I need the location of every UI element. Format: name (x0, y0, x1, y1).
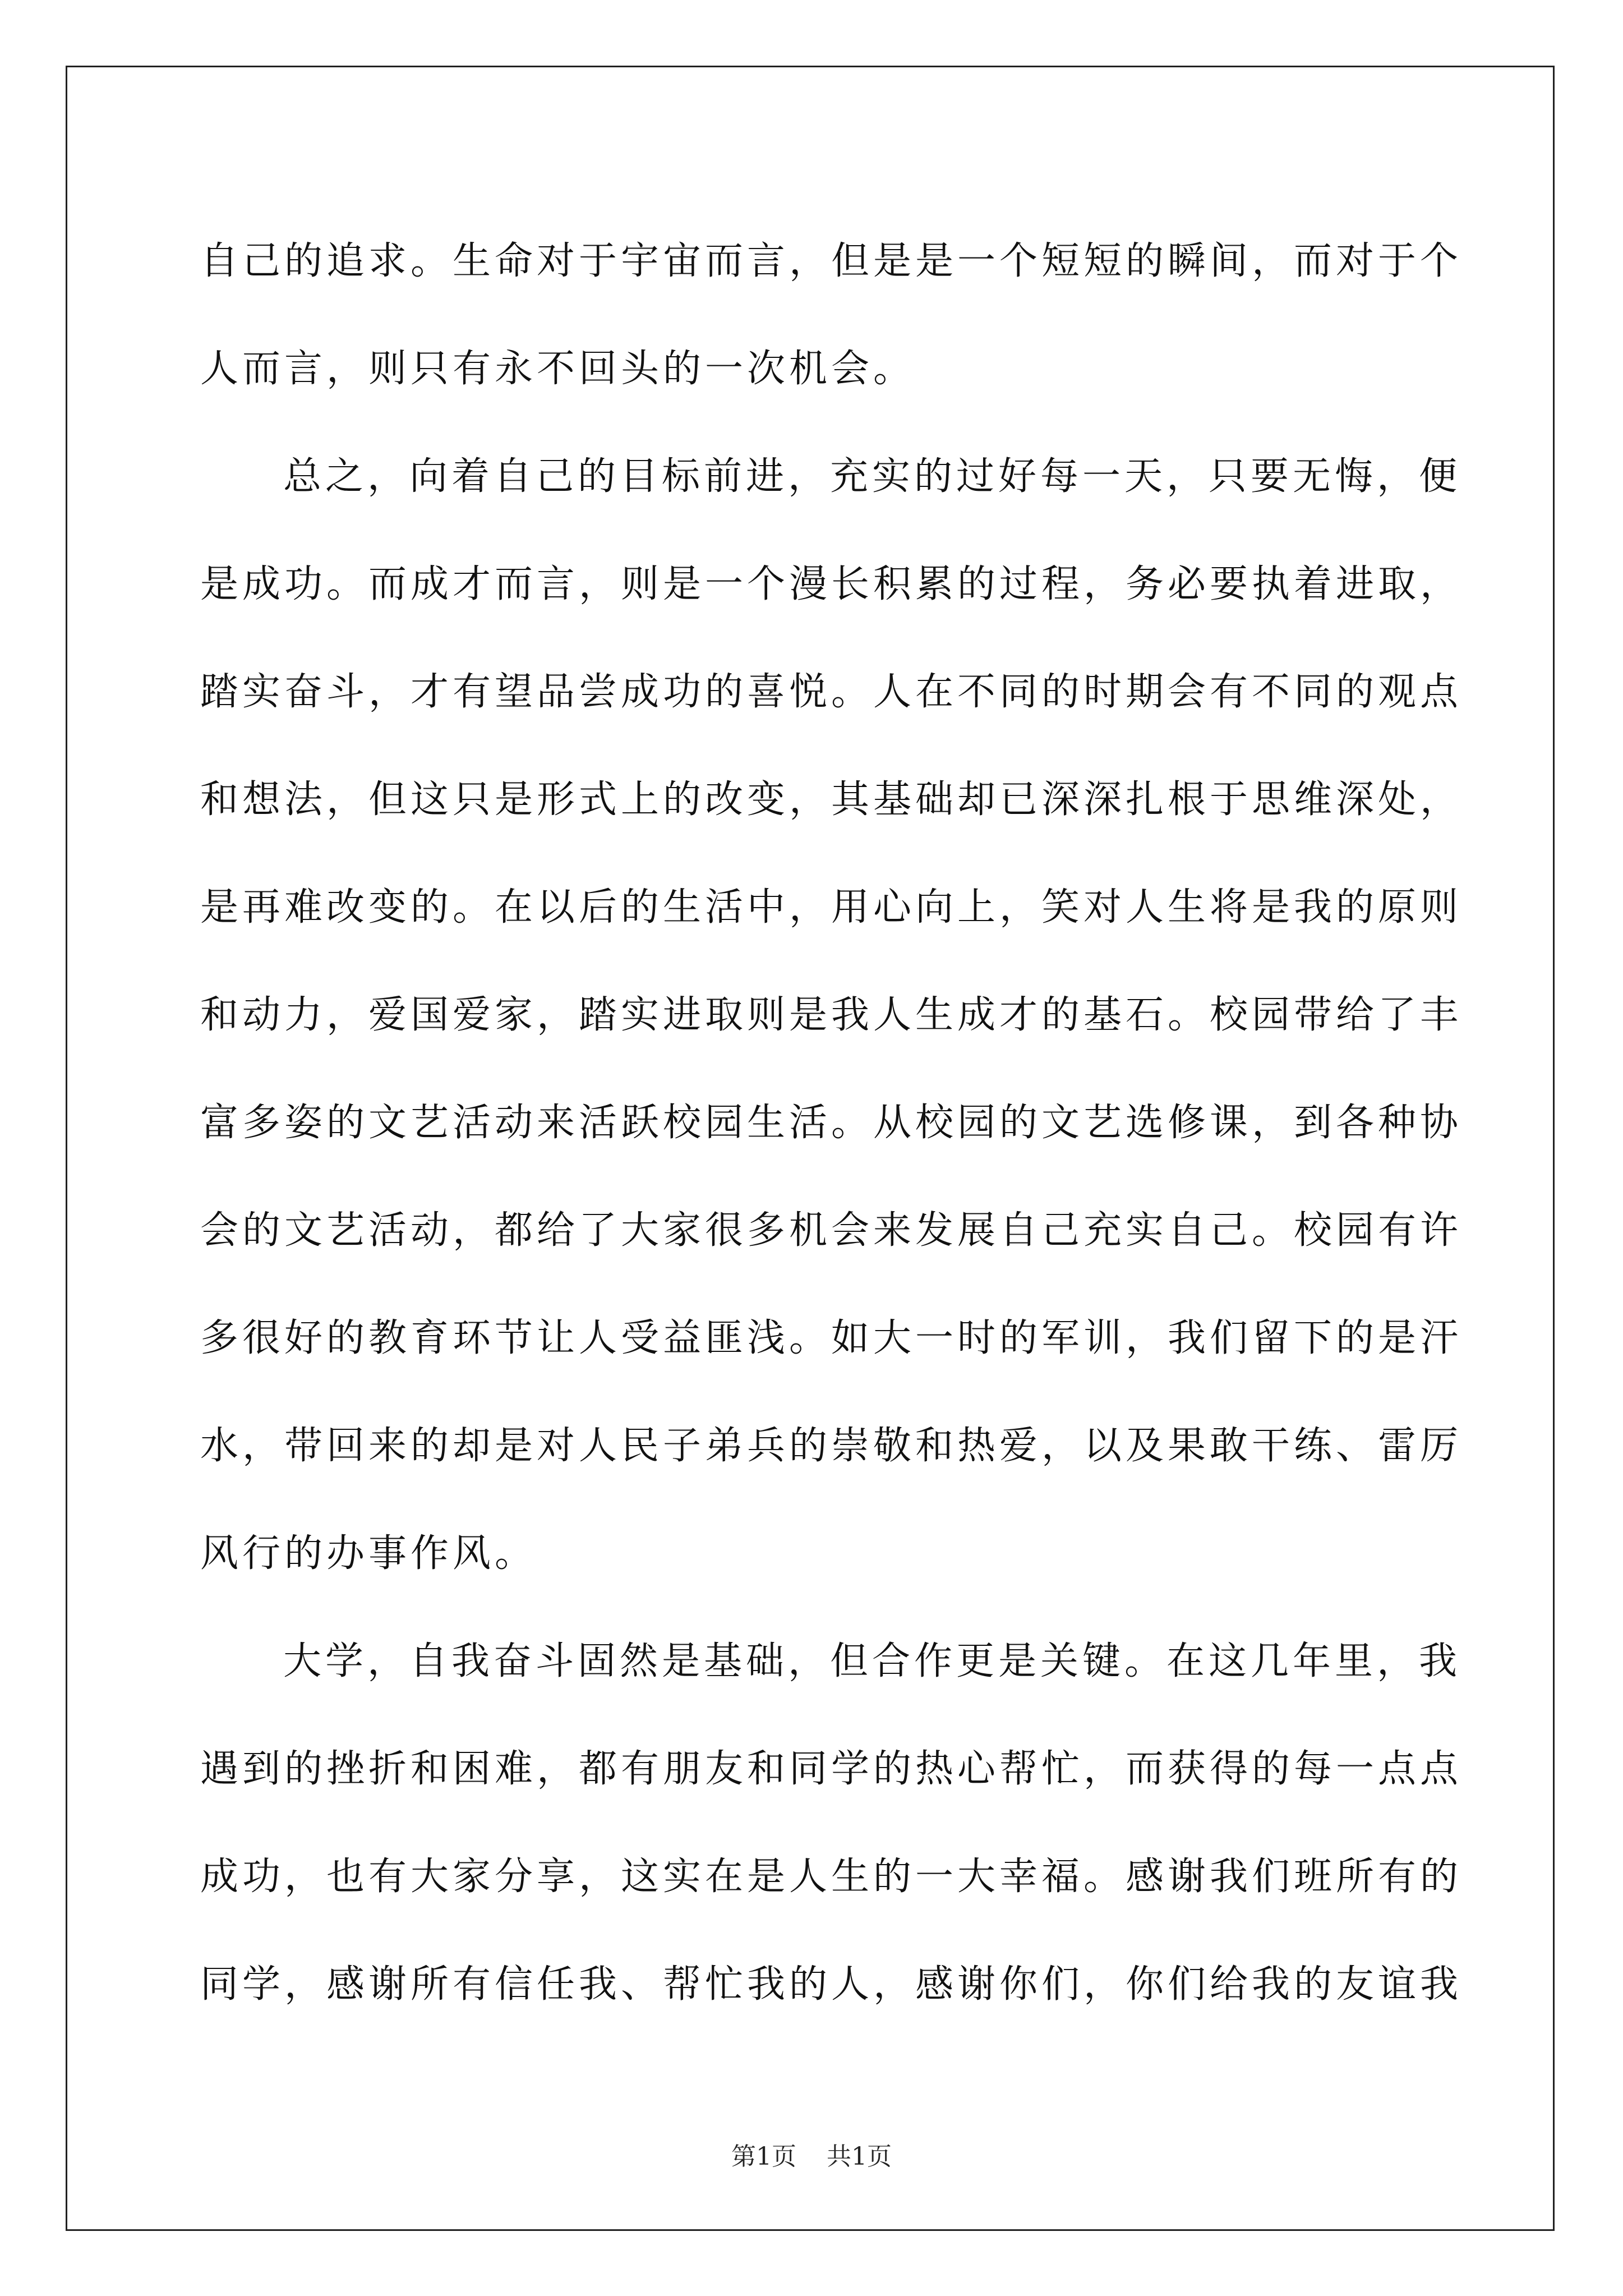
text-line-7: 是再难改变的。在以后的生活中，用心向上，笑对人生将是我的原则 (200, 885, 1463, 930)
text-line-16: 成功，也有大家分享，这实在是人生的一大幸福。感谢我们班所有的 (200, 1854, 1463, 1899)
text-line-9: 富多姿的文艺活动来活跃校园生活。从校园的文艺选修课，到各种协 (200, 1100, 1463, 1145)
text-line-13: 风行的办事作风。 (200, 1531, 537, 1576)
page-footer (0, 2136, 1623, 2172)
text-line-8: 和动力，爱国爱家，踏实进取则是我人生成才的基石。校园带给了丰 (200, 992, 1463, 1037)
text-line-17: 同学，感谢所有信任我、帮忙我的人，感谢你们，你们给我的友谊我 (200, 1962, 1463, 2007)
text-line-1: 自己的追求。生命对于宇宙而言，但是是一个短短的瞬间，而对于个 (200, 238, 1463, 283)
document-body (200, 204, 1463, 2035)
page-number: 第1页 (731, 2142, 796, 2171)
text-line-11: 多很好的教育环节让人受益匪浅。如大一时的军训，我们留下的是汗 (200, 1315, 1463, 1360)
text-line-5: 踏实奋斗，才有望品尝成功的喜悦。人在不同的时期会有不同的观点 (200, 669, 1463, 714)
text-line-6: 和想法，但这只是形式上的改变，其基础却已深深扎根于思维深处， (200, 777, 1463, 822)
text-line-3: 总之，向着自己的目标前进，充实的过好每一天，只要无悔，便 (283, 454, 1461, 499)
page-total: 共1页 (827, 2142, 892, 2171)
text-line-12: 水，带回来的却是对人民子弟兵的崇敬和热爱，以及果敢干练、雷厉 (200, 1423, 1463, 1468)
text-line-4: 是成功。而成才而言，则是一个漫长积累的过程，务必要执着进取， (200, 562, 1463, 606)
text-line-15: 遇到的挫折和困难，都有朋友和同学的热心帮忙，而获得的每一点点 (200, 1746, 1463, 1791)
text-line-10: 会的文艺活动，都给了大家很多机会来发展自己充实自己。校园有许 (200, 1208, 1463, 1253)
text-line-2: 人而言，则只有永不回头的一次机会。 (200, 346, 916, 391)
text-line-14: 大学，自我奋斗固然是基础，但合作更是关键。在这几年里，我 (283, 1639, 1461, 1683)
